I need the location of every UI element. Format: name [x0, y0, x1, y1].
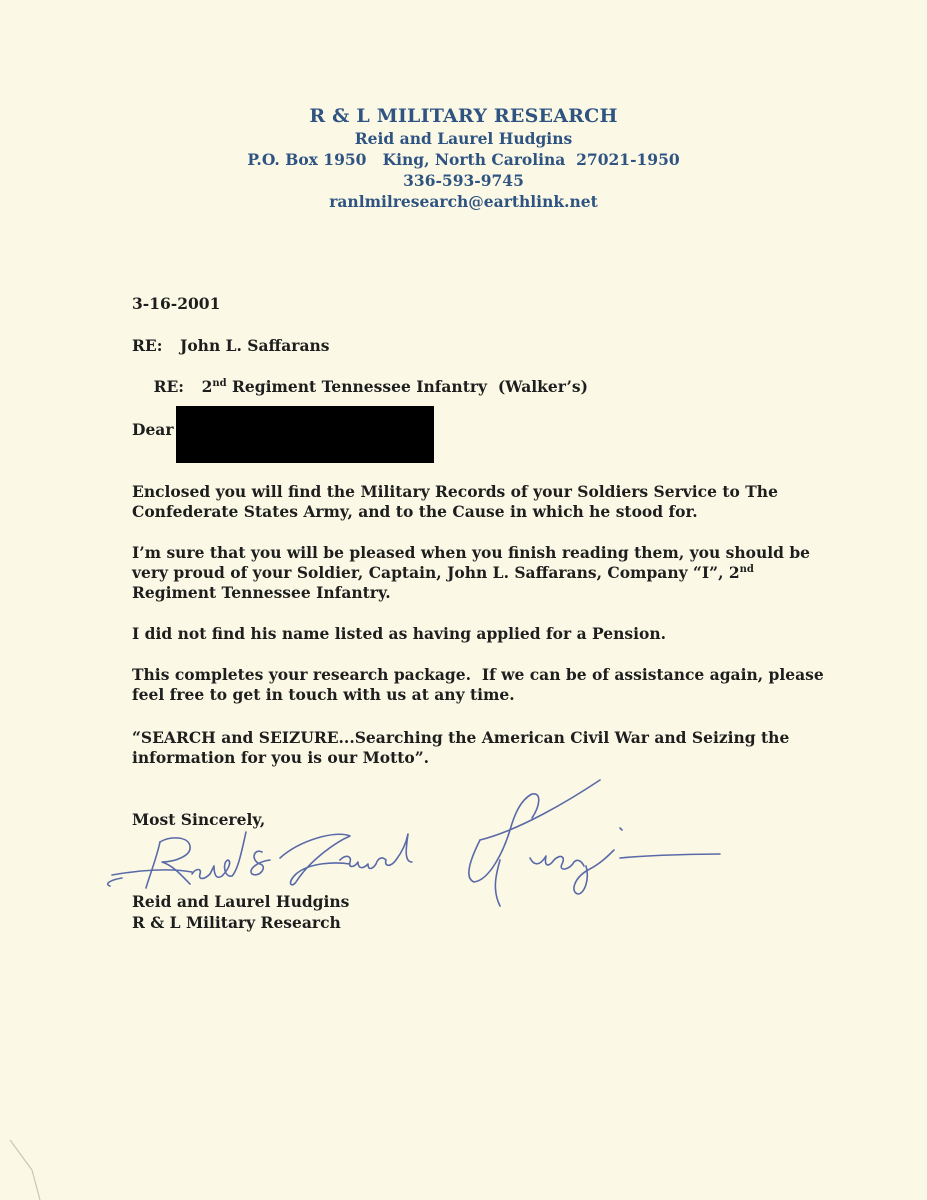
- paragraph-proud: [132, 543, 832, 603]
- re-subject-name: John L. Saffarans: [180, 336, 330, 355]
- closing: Most Sincerely,: [132, 810, 266, 829]
- letterhead-names: Reid and Laurel Hudgins: [354, 129, 573, 148]
- paragraph-motto: “SEARCH and SEIZURE...Searching the American Civil War and Seizing the information for you is our Motto”.: [132, 728, 790, 767]
- re-label: RE:: [153, 377, 185, 396]
- letterhead: [0, 104, 927, 212]
- letter-date: 3-16-2001: [132, 294, 221, 313]
- paragraph-proud-part2: Regiment Tennessee Infantry.: [132, 583, 391, 602]
- letterhead-address: P.O. Box 1950 King, North Carolina 27021-1950: [247, 150, 680, 169]
- redaction-box: [176, 406, 434, 463]
- page-corner-mark: [0, 1130, 60, 1200]
- signer-company: R & L Military Research: [132, 913, 341, 932]
- re-regiment-sup: nd: [212, 377, 227, 389]
- re-label: RE:: [132, 336, 163, 355]
- signer-names: Reid and Laurel Hudgins: [132, 892, 350, 911]
- paragraph-completes: This completes your research package. If we can be of assistance again, please feel free to get in touch with us at any time.: [132, 665, 830, 704]
- paragraph-enclosed: Enclosed you will find the Military Records of your Soldiers Service to The Confederate States Army, and to the Cause in which he stood for.: [132, 482, 778, 521]
- salutation: Dear: [132, 420, 174, 439]
- paragraph-proud-part1: I’m sure that you will be pleased when you finish reading them, you should be very proud of your Soldier, Captain, John L. Saffarans, Company “I”, 2: [132, 543, 811, 582]
- re-regiment-rest: Regiment Tennessee Infantry (Walker’s): [226, 377, 588, 396]
- re-line-1: [132, 336, 832, 356]
- letterhead-phone: 336-593-9745: [403, 171, 524, 190]
- letterhead-company: R & L MILITARY RESEARCH: [309, 105, 618, 127]
- letterhead-email: ranlmilresearch@earthlink.net: [329, 192, 598, 211]
- paragraph-proud-sup: nd: [739, 563, 754, 575]
- paragraph-pension: I did not find his name listed as having applied for a Pension.: [132, 624, 667, 643]
- re-regiment-prefix: 2: [201, 377, 213, 396]
